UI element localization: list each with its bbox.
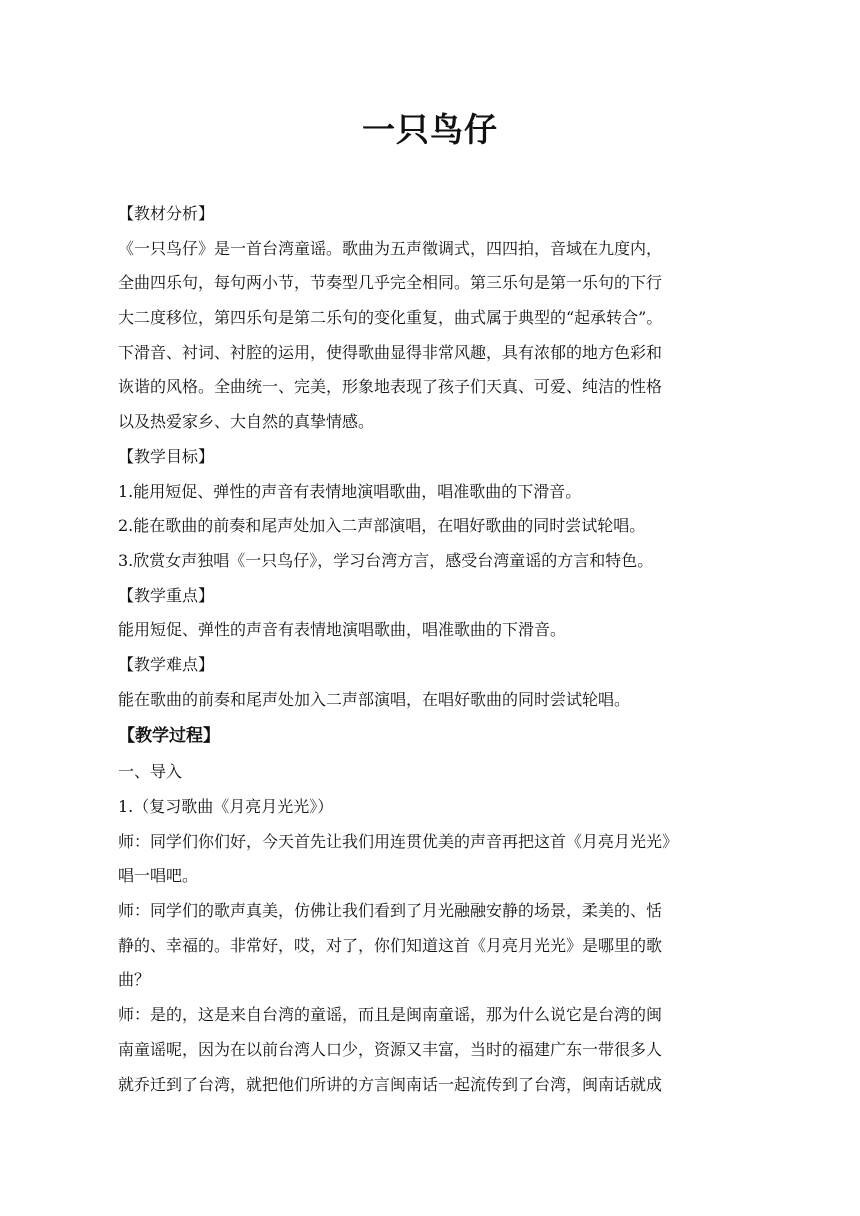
document-body <box>118 197 738 1102</box>
paragraph-line: 以及热爱家乡、大自然的真挚情感。 <box>118 412 375 432</box>
paragraph-line: 诙谐的风格。全曲统一、完美，形象地表现了孩子们天真、可爱、纯洁的性格 <box>118 377 663 397</box>
paragraph-line: 全曲四乐句，每句两小节，节奏型几乎完全相同。第三乐句是第一乐句的下行 <box>118 273 663 293</box>
process-line: 1.（复习歌曲《月亮月光光》） <box>118 797 334 816</box>
difficult-point-text: 能在歌曲的前奏和尾声处加入二声部演唱，在唱好歌曲的同时尝试轮唱。 <box>118 689 631 709</box>
process-line: 唱一唱吧。 <box>118 866 199 886</box>
goal-item: 2.能在歌曲的前奏和尾声处加入二声部演唱，在唱好歌曲的同时尝试轮唱。 <box>118 516 646 536</box>
process-line: 师：是的，这是来自台湾的童谣，而且是闽南童谣，那为什么说它是台湾的闽 <box>118 1005 663 1025</box>
section-heading-analysis: 【教材分析】 <box>118 204 215 223</box>
key-point-text: 能用短促、弹性的声音有表情地演唱歌曲，唱准歌曲的下滑音。 <box>118 620 567 640</box>
goal-item: 1.能用短促、弹性的声音有表情地演唱歌曲，唱准歌曲的下滑音。 <box>118 481 582 501</box>
paragraph-line: 大二度移位，第四乐句是第二乐句的变化重复，曲式属于典型的“起承转合”。 <box>118 308 663 328</box>
process-line: 一、导入 <box>118 762 183 782</box>
paragraph-line: 下滑音、衬词、衬腔的运用，使得歌曲显得非常风趣，具有浓郁的地方色彩和 <box>118 342 663 362</box>
process-line: 师：同学们的歌声真美，仿佛让我们看到了月光融融安静的场景，柔美的、恬 <box>118 901 663 921</box>
section-heading-goals: 【教学目标】 <box>118 446 215 466</box>
section-heading-difficult: 【教学难点】 <box>118 654 215 674</box>
process-line: 就乔迁到了台湾，就把他们所讲的方言闽南话一起流传到了台湾，闽南话就成 <box>118 1074 663 1094</box>
section-heading-process: 【教学过程】 <box>118 726 220 747</box>
process-line: 师：同学们你们好，今天首先让我们用连贯优美的声音再把这首《月亮月光光》 <box>118 831 679 851</box>
page-title: 一只鸟仔 <box>362 110 498 149</box>
process-line: 静的、幸福的。非常好，哎，对了，你们知道这首《月亮月光光》是哪里的歌 <box>118 935 663 955</box>
goal-item: 3.欣赏女声独唱《一只鸟仔》，学习台湾方言，感受台湾童谣的方言和特色。 <box>118 550 654 570</box>
paragraph-line: 《一只鸟仔》是一首台湾童谣。歌曲为五声徵调式，四四拍，音域在九度内， <box>118 238 663 258</box>
process-line: 南童谣呢，因为在以前台湾人口少，资源又丰富，当时的福建广东一带很多人 <box>118 1039 663 1059</box>
section-heading-key: 【教学重点】 <box>118 585 215 605</box>
process-line: 曲？ <box>118 970 151 990</box>
